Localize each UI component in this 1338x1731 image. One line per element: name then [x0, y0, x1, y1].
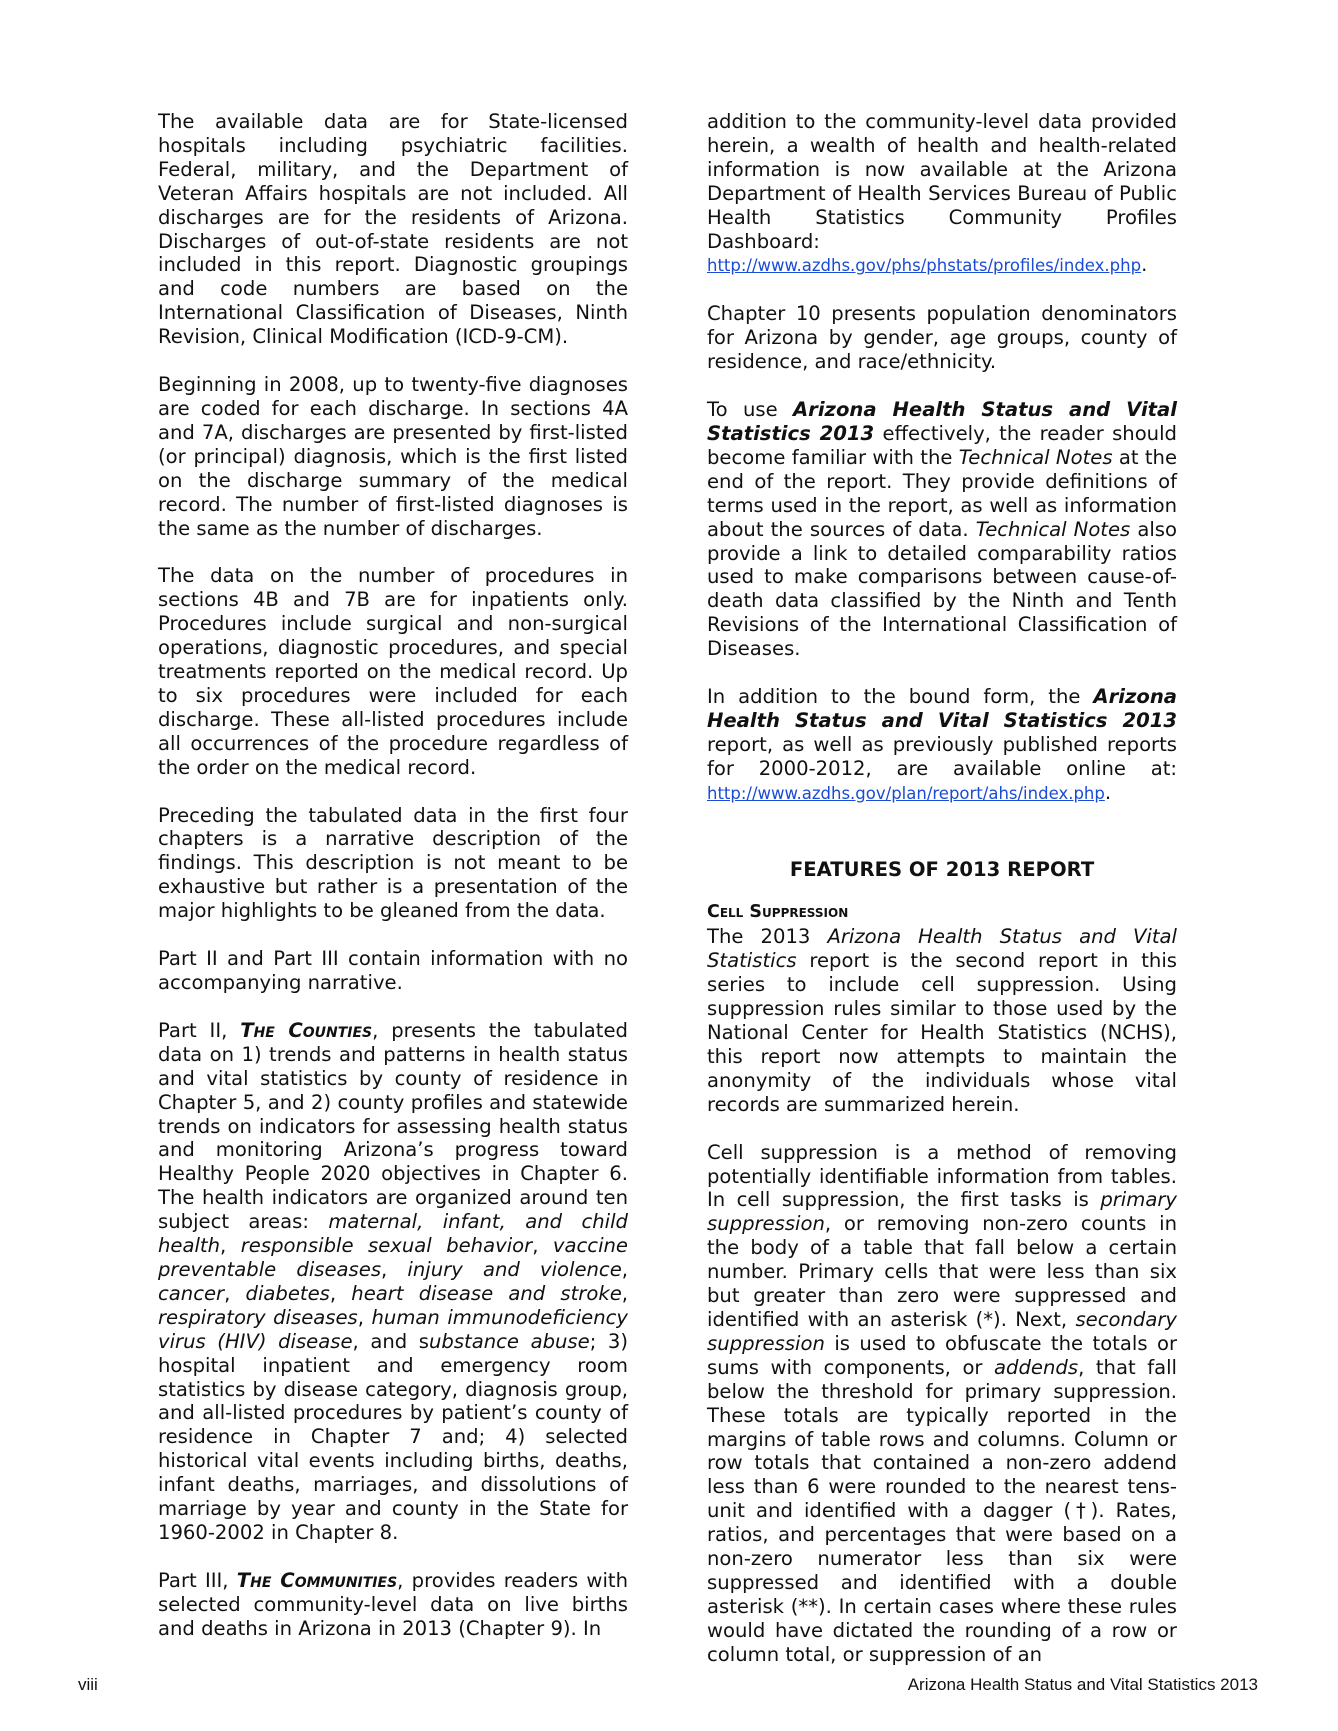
- the-counties-title: The Counties: [240, 1018, 373, 1042]
- section-title: FEATURES OF 2013 REPORT: [789, 857, 1095, 881]
- paragraph-parts: Part II and Part III contain information with no accompanying narrative.: [158, 947, 628, 994]
- paragraph-data-sources: The available data are for State-licensed hospitals including psychiatric facilities. Federal, military, and the Department of Veteran Affairs hospitals are not included. All discharges are for the residents of Arizona. Discharges of out-of-state residents are not included in this report. Diagnostic groupings and code numbers are based on the International Classification of Diseases, Ninth Revision, Clinical Modification (ICD-9-CM).: [158, 110, 628, 349]
- paragraph-part-three: Part III, The Communities, provides readers with selected community-level data on live births and deaths in Arizona in 2013 (Chapter 9). In: [158, 1568, 629, 1640]
- left-column: [158, 110, 628, 1641]
- the-communities-title: The Communities: [236, 1568, 398, 1592]
- paragraph-narrative: Preceding the tabulated data in the first four chapters is a narrative description of the findings. This description is not meant to be exhaustive but rather is a presentation of the major highlights to be gleaned from the data.: [158, 803, 628, 923]
- paragraph-online-reports: In addition to the bound form, the Arizona Health Status and Vital Statistics 2013 report, as well as previously published reports for 2000-2012, are available online at: http://www.azdhs.gov/plan/report/ahs/index.php.: [707, 685, 1177, 804]
- paragraph-part-two: Part II, The Counties, presents the tabulated data on 1) trends and patterns in health status and vital statistics by county of residence in Chapter 5, and 2) county profiles and statewide trends on indicators for assessing health status and monitoring Arizona’s progress toward Healthy People 2020 objectives in Chapter 6. The health indicators are organized around ten subject areas: maternal, infant, and child health, responsible sexual behavior, vaccine preventable diseases, injury and violence, cancer, diabetes, heart disease and stroke, respiratory diseases, human immunodeficiency virus (HIV) disease, and substance abuse; 3) hospital inpatient and emergency room statistics by disease category, diagnosis group, and all-listed procedures by patient’s county of residence in Chapter 7 and; 4) selected historical vital events including births, deaths, infant deaths, marriages, and dissolutions of marriage by year and county in the State for 1960-2002 in Chapter 8.: [158, 1018, 628, 1544]
- profiles-dashboard-link[interactable]: http://www.azdhs.gov/phs/phstats/profiles/index.php: [707, 256, 1142, 276]
- online-reports-link[interactable]: http://www.azdhs.gov/plan/report/ahs/index.php: [707, 783, 1105, 803]
- right-column: [707, 110, 1177, 1667]
- paragraph-population: Chapter 10 presents population denominators for Arizona by gender, age groups, county of residence, and race/ethnicity.: [707, 302, 1177, 374]
- paragraph-community-profiles: addition to the community-level data provided herein, a wealth of health and health-related information is now available at the Arizona Department of Health Services Bureau of Public Health Statistics Community Profiles Dashboard: http://www.azdhs.gov/phs/phstats/profiles/index.php.: [707, 110, 1177, 277]
- paragraph-how-to-use: To use Arizona Health Status and Vital Statistics 2013 effectively, the reader should become familiar with the Technical Notes at the end of the report. They provide definitions of terms used in the report, as well as information about the sources of data. Technical Notes also provide a link to detailed comparability ratios used to make comparisons between cause-of-death data classified by the Ninth and Tenth Revisions of the International Classification of Diseases.: [707, 398, 1177, 661]
- subheading-cell-suppression: Cell Suppression: [707, 902, 849, 923]
- paragraph-cell-suppression-method: Cell suppression is a method of removing potentially identifiable information from tables. In cell suppression, the first tasks is primary suppression, or removing non-zero counts in the body of a table that fall below a certain number. Primary cells that were less than six but greater than zero were suppressed and identified with an asterisk (*). Next, secondary suppression is used to obfuscate the totals or sums with components, or addends, that fall below the threshold for primary suppression. These totals are typically reported in the margins of table rows and columns. Column or row totals that contained a non-zero addend less than 6 were rounded to the nearest tens-unit and identified with a dagger (†). Rates, ratios, and percentages that were based on a non-zero numerator less than six were suppressed and identified with a double asterisk (**). In certain cases where these rules would have dictated the rounding of a row or column total, or suppression of an: [707, 1140, 1177, 1666]
- footer-title: Arizona Health Status and Vital Statistics 2013: [907, 1675, 1258, 1694]
- page-number: viii: [78, 1675, 98, 1694]
- paragraph-procedures: The data on the number of procedures in sections 4B and 7B are for inpatients only. Procedures include surgical and non-surgical operations, diagnostic procedures, and special treatments reported on the medical record. Up to six procedures were included for each discharge. These all-listed procedures include all occurrences of the procedure regardless of the order on the medical record.: [158, 564, 628, 779]
- paragraph-diagnoses: Beginning in 2008, up to twenty-five diagnoses are coded for each discharge. In sections 4A and 7A, discharges are presented by first-listed (or principal) diagnosis, which is the first listed on the discharge summary of the medical record. The number of first-listed diagnoses is the same as the number of discharges.: [158, 373, 628, 540]
- paragraph-cell-suppression-intro: The 2013 Arizona Health Status and Vital Statistics report is the second report in this series to include cell suppression. Using suppression rules similar to those used by the National Center for Health Statistics (NCHS), this report now attempts to maintain the anonymity of the individuals whose vital records are summarized herein.: [707, 925, 1177, 1116]
